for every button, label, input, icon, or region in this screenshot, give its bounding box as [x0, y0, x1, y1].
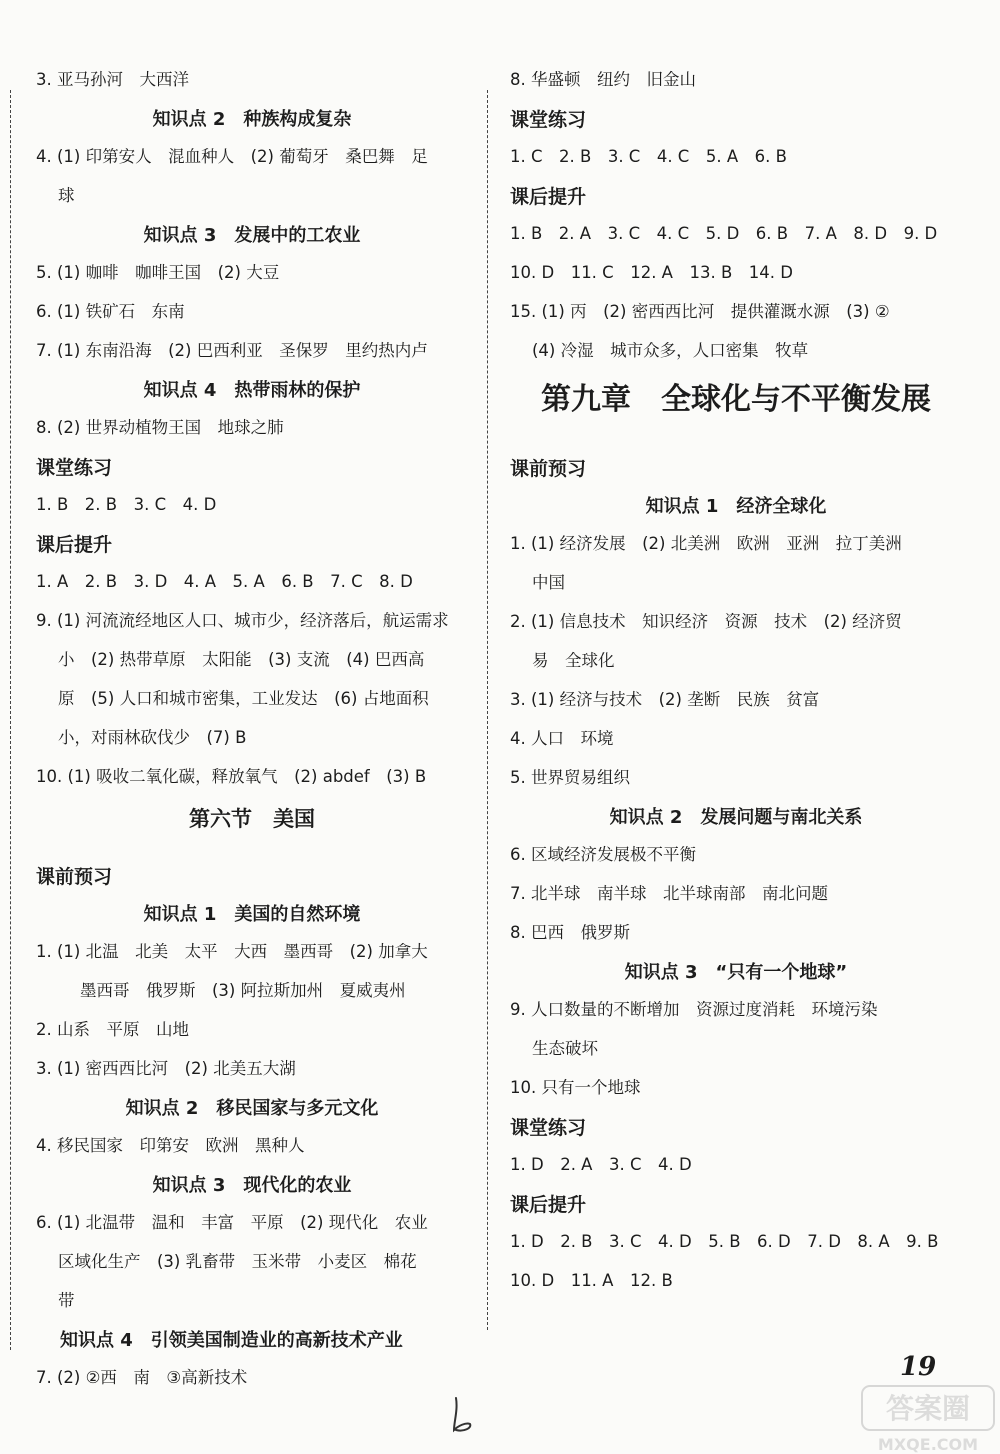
answer-line: 7. 北半球 南半球 北半球南部 南北问题: [510, 884, 828, 903]
section-label-after-class: 课后提升: [510, 186, 587, 208]
knowledge-point-heading: 知识点 2 发展问题与南北关系: [609, 807, 863, 828]
knowledge-point-heading: 知识点 4 引领美国制造业的高新技术产业: [60, 1330, 403, 1351]
answer-line: 4. 人口 环境: [510, 729, 614, 748]
answer-line-continuation: 原 (5) 人口和城市密集，工业发达 (6) 占地面积: [58, 689, 429, 708]
knowledge-point-heading: 知识点 1 美国的自然环境: [143, 904, 361, 925]
chapter-title: 第九章 全球化与不平衡发展: [541, 382, 931, 417]
answer-line: 3. 亚马孙河 大西洋: [36, 70, 189, 89]
watermark-text-url: MXQE.COM: [877, 1435, 979, 1454]
answer-line-continuation: 球: [58, 186, 75, 205]
watermark-logo: [858, 1382, 998, 1454]
answer-line: 7. (1) 东南沿海 (2) 巴西利亚 圣保罗 里约热内卢: [36, 341, 428, 360]
answer-line-continuation: 生态破坏: [532, 1039, 598, 1058]
handwritten-mark-b: [448, 1396, 478, 1436]
answer-line: 4. 移民国家 印第安 欧洲 黑种人: [36, 1136, 305, 1155]
answer-line-continuation: (4) 冷湿 城市众多，人口密集 牧草: [532, 341, 809, 360]
answer-line: 10. D 11. A 12. B: [510, 1271, 673, 1290]
knowledge-point-heading: 知识点 3 “只有一个地球”: [624, 962, 848, 983]
answer-line: 3. (1) 经济与技术 (2) 垄断 民族 贫富: [510, 690, 820, 709]
section-label-after-class: 课后提升: [510, 1194, 587, 1216]
answer-line: 2. (1) 信息技术 知识经济 资源 技术 (2) 经济贸: [510, 612, 902, 631]
answer-line-continuation: 墨西哥 俄罗斯 (3) 阿拉斯加州 夏威夷州: [80, 981, 406, 1000]
left-margin-dashed-line: [10, 90, 11, 1350]
answer-line: 5. 世界贸易组织: [510, 768, 630, 787]
section-label-class-practice: 课堂练习: [510, 1117, 587, 1139]
answer-line: 6. 区域经济发展极不平衡: [510, 845, 696, 864]
answer-line: 8. (2) 世界动植物王国 地球之肺: [36, 418, 284, 437]
answer-line-continuation: 小，对雨林砍伐少 (7) B: [58, 728, 247, 747]
answer-line-continuation: 区域化生产 (3) 乳畜带 玉米带 小麦区 棉花: [58, 1252, 417, 1271]
answer-line-continuation: 中国: [532, 573, 565, 592]
page-number: 19: [900, 1352, 937, 1382]
watermark-text-cn: 答案圈: [885, 1392, 971, 1425]
column-divider-dashed-line: [487, 90, 488, 1330]
answer-line: 1. A 2. B 3. D 4. A 5. A 6. B 7. C 8. D: [36, 572, 413, 591]
answer-line: 8. 华盛顿 纽约 旧金山: [510, 70, 696, 89]
answer-line: 4. (1) 印第安人 混血种人 (2) 葡萄牙 桑巴舞 足: [36, 147, 428, 166]
answer-line: 15. (1) 丙 (2) 密西西比河 提供灌溉水源 (3) ②: [510, 302, 890, 321]
answer-line-continuation: 易 全球化: [532, 651, 615, 670]
section-label-class-practice: 课堂练习: [510, 109, 587, 131]
answer-line: 1. C 2. B 3. C 4. C 5. A 6. B: [510, 147, 787, 166]
knowledge-point-heading: 知识点 1 经济全球化: [645, 496, 827, 517]
answer-line: 1. (1) 经济发展 (2) 北美洲 欧洲 亚洲 拉丁美洲: [510, 534, 902, 553]
knowledge-point-heading: 知识点 3 发展中的工农业: [143, 225, 361, 246]
answer-line-continuation: 带: [58, 1291, 75, 1310]
answer-line: 8. 巴西 俄罗斯: [510, 923, 630, 942]
answer-line: 1. D 2. A 3. C 4. D: [510, 1155, 692, 1174]
knowledge-point-heading: 知识点 4 热带雨林的保护: [143, 380, 361, 401]
section-label-class-practice: 课堂练习: [36, 457, 113, 479]
left-column: [36, 70, 468, 1407]
section-title: 第六节 美国: [189, 807, 315, 831]
answer-line: 5. (1) 咖啡 咖啡王国 (2) 大豆: [36, 263, 280, 282]
section-label-after-class: 课后提升: [36, 534, 113, 556]
answer-line: 1. B 2. A 3. C 4. C 5. D 6. B 7. A 8. D 9. D: [510, 224, 938, 243]
answer-line: 9. (1) 河流流经地区人口、城市少，经济落后，航运需求: [36, 611, 449, 630]
section-label-pre-study: 课前预习: [510, 458, 587, 480]
knowledge-point-heading: 知识点 3 现代化的农业: [152, 1175, 352, 1196]
answer-line: 1. B 2. B 3. C 4. D: [36, 495, 217, 514]
answer-line: 10. (1) 吸收二氧化碳，释放氧气 (2) abdef (3) B: [36, 767, 427, 786]
answer-line: 6. (1) 北温带 温和 丰富 平原 (2) 现代化 农业: [36, 1213, 428, 1232]
answer-line: 10. 只有一个地球: [510, 1078, 641, 1097]
answer-line: 6. (1) 铁矿石 东南: [36, 302, 185, 321]
knowledge-point-heading: 知识点 2 种族构成复杂: [152, 109, 352, 130]
answer-line: 1. D 2. B 3. C 4. D 5. B 6. D 7. D 8. A 9. B: [510, 1232, 939, 1251]
knowledge-point-heading: 知识点 2 移民国家与多元文化: [125, 1098, 379, 1119]
section-label-pre-study: 课前预习: [36, 866, 113, 888]
answer-line-continuation: 小 (2) 热带草原 太阳能 (3) 支流 (4) 巴西高: [58, 650, 425, 669]
right-column: [510, 70, 962, 1310]
answer-line: 7. (2) ②西 南 ③高新技术: [36, 1368, 248, 1387]
answer-line: 9. 人口数量的不断增加 资源过度消耗 环境污染: [510, 1000, 878, 1019]
answer-line: 2. 山系 平原 山地: [36, 1020, 189, 1039]
answer-line: 1. (1) 北温 北美 太平 大西 墨西哥 (2) 加拿大: [36, 942, 428, 961]
answer-line: 3. (1) 密西西比河 (2) 北美五大湖: [36, 1059, 296, 1078]
answer-line: 10. D 11. C 12. A 13. B 14. D: [510, 263, 793, 282]
